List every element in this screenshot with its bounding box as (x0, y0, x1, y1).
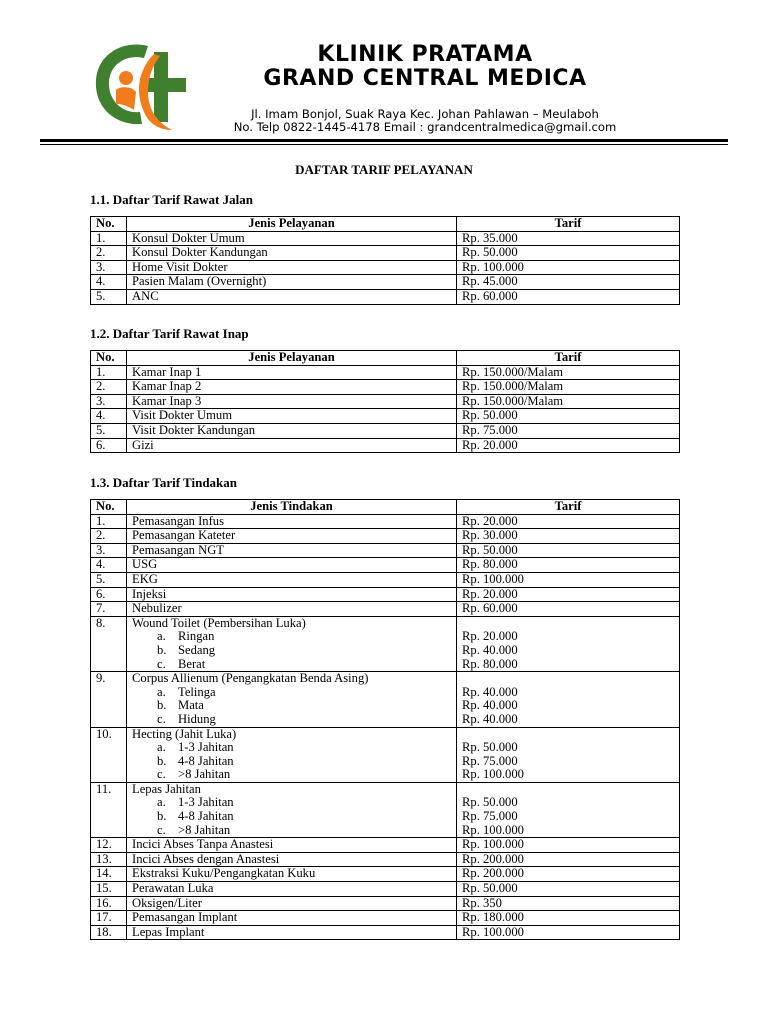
table-row (91, 587, 680, 602)
row-price: Rp. 60.000 (462, 288, 518, 303)
row-price-cell (457, 911, 680, 926)
row-price: Rp. 150.000/Malam (462, 364, 564, 379)
row-number: 4. (91, 275, 127, 290)
table-row (91, 896, 680, 911)
row-service-cell (127, 925, 457, 940)
row-service-name: Lepas Implant (132, 924, 205, 939)
sub-item-letter: a. (157, 684, 166, 699)
row-service-cell (127, 543, 457, 558)
row-price-cell (457, 514, 680, 529)
sub-item (132, 713, 456, 727)
row-price-cell (457, 587, 680, 602)
row-number: 17. (91, 911, 127, 926)
row-price-cell (457, 231, 680, 246)
row-service-cell (127, 672, 457, 727)
row-price: Rp. 50.000 (462, 542, 518, 557)
row-price: Rp. 100.000 (462, 259, 524, 274)
header-tarif: Tarif (457, 217, 680, 232)
row-service-cell (127, 409, 457, 424)
row-price: Rp. 30.000 (462, 528, 518, 543)
sub-item-name: 4-8 Jahitan (178, 753, 234, 768)
row-service-cell (127, 246, 457, 261)
table-row (91, 394, 680, 409)
row-service-name: Visit Dokter Umum (132, 408, 232, 423)
row-service-name: Konsul Dokter Kandungan (132, 245, 268, 260)
sub-item-price: Rp. 20.000 (462, 629, 518, 644)
header-tarif: Tarif (457, 500, 680, 515)
row-service-name: Pemasangan Infus (132, 513, 224, 528)
row-service-cell (127, 231, 457, 246)
row-service-cell (127, 289, 457, 304)
row-number: 18. (91, 925, 127, 940)
row-number: 2. (91, 529, 127, 544)
row-price: Rp. 60.000 (462, 601, 518, 616)
table-row (91, 838, 680, 853)
row-price-cell (457, 394, 680, 409)
row-price: Rp. 45.000 (462, 274, 518, 289)
row-service-name: Wound Toilet (Pembersihan Luka) (132, 615, 306, 630)
sub-item-price: Rp. 75.000 (462, 753, 518, 768)
row-service-name: Corpus Allienum (Pengangkatan Benda Asing) (132, 671, 369, 686)
row-service-name: Perawatan Luka (132, 881, 214, 896)
row-price-cell (457, 409, 680, 424)
sub-item (132, 796, 456, 810)
row-price-cell (457, 558, 680, 573)
row-service-name: Nebulizer (132, 601, 182, 616)
sub-item (132, 755, 456, 769)
sub-item (132, 768, 456, 782)
row-service-name: Kamar Inap 3 (132, 393, 202, 408)
row-price-cell (457, 727, 680, 782)
row-price-cell (457, 616, 680, 671)
sub-item-price: Rp. 50.000 (462, 795, 518, 810)
row-price-cell (457, 882, 680, 897)
sub-item-price: Rp. 100.000 (462, 822, 524, 837)
row-number: 2. (91, 246, 127, 261)
row-price: Rp. 150.000/Malam (462, 393, 564, 408)
row-service-cell (127, 882, 457, 897)
table-row (91, 529, 680, 544)
sub-item (132, 644, 456, 658)
sub-item-letter: b. (157, 753, 167, 768)
sub-item-letter: c. (157, 711, 166, 726)
section-title-tindakan: 1.3. Daftar Tarif Tindakan (90, 475, 238, 490)
row-price: Rp. 180.000 (462, 910, 524, 925)
sub-item-name: >8 Jahitan (178, 767, 231, 782)
row-service-name: USG (132, 557, 158, 572)
header-jenis: Jenis Pelayanan (127, 351, 457, 366)
row-price: Rp. 50.000 (462, 881, 518, 896)
row-service-name: Kamar Inap 2 (132, 379, 202, 394)
sub-item-name: 1-3 Jahitan (178, 795, 234, 810)
row-price-cell (457, 529, 680, 544)
row-number: 13. (91, 852, 127, 867)
row-service-name: ANC (132, 288, 159, 303)
row-service-name: Pemasangan Implant (132, 910, 238, 925)
row-service-cell (127, 852, 457, 867)
sub-item-name: Telinga (178, 684, 216, 699)
row-service-name: Kamar Inap 1 (132, 364, 202, 379)
table-row (91, 231, 680, 246)
row-price-spacer (462, 672, 679, 686)
row-price: Rp. 35.000 (462, 230, 518, 245)
section-title-rawat-jalan: 1.1. Daftar Tarif Rawat Jalan (90, 192, 253, 207)
table-row (91, 260, 680, 275)
row-price: Rp. 100.000 (462, 924, 524, 939)
table-row (91, 602, 680, 617)
row-price: Rp. 200.000 (462, 866, 524, 881)
sub-item-name: Mata (178, 698, 204, 713)
row-price-cell (457, 380, 680, 395)
sub-item (132, 630, 456, 644)
row-service-cell (127, 911, 457, 926)
row-service-cell (127, 896, 457, 911)
table-row (91, 438, 680, 453)
sub-item (132, 699, 456, 713)
table-row (91, 543, 680, 558)
row-service-cell (127, 260, 457, 275)
table-row (91, 365, 680, 380)
row-number: 9. (91, 672, 127, 727)
sub-item-name: >8 Jahitan (178, 822, 231, 837)
row-number: 4. (91, 409, 127, 424)
sub-item (132, 824, 456, 838)
sub-item-name: Ringan (178, 629, 215, 644)
row-price-cell (457, 867, 680, 882)
row-number: 6. (91, 587, 127, 602)
header-no: No. (91, 351, 127, 366)
table-row (91, 672, 680, 727)
row-price-spacer (462, 617, 679, 631)
sub-item-price: Rp. 40.000 (462, 711, 518, 726)
row-service-name: Oksigen/Liter (132, 895, 202, 910)
sub-item-price: Rp. 40.000 (462, 684, 518, 699)
sub-item-letter: a. (157, 629, 166, 644)
table-row (91, 246, 680, 261)
row-number: 8. (91, 616, 127, 671)
table-row (91, 616, 680, 671)
row-number: 1. (91, 514, 127, 529)
row-service-cell (127, 529, 457, 544)
table-row (91, 289, 680, 304)
table-row (91, 423, 680, 438)
row-price: Rp. 75.000 (462, 422, 518, 437)
sub-item (132, 741, 456, 755)
header-jenis: Jenis Pelayanan (127, 217, 457, 232)
row-service-cell (127, 838, 457, 853)
row-price-cell (457, 438, 680, 453)
row-price-cell (457, 275, 680, 290)
row-price: Rp. 20.000 (462, 586, 518, 601)
row-number: 5. (91, 423, 127, 438)
table-row (91, 925, 680, 940)
header-no: No. (91, 500, 127, 515)
row-price-cell (457, 572, 680, 587)
row-service-cell (127, 394, 457, 409)
sub-item-letter: b. (157, 642, 167, 657)
clinic-name-line1: KLINIK PRATAMA (317, 42, 533, 67)
clinic-address: Jl. Imam Bonjol, Suak Raya Kec. Johan Pahlawan – Meulaboh (251, 107, 599, 121)
row-service-cell (127, 616, 457, 671)
row-service-name: Pasien Malam (Overnight) (132, 274, 267, 289)
row-price: Rp. 350 (462, 895, 502, 910)
row-price-cell (457, 260, 680, 275)
table-row (91, 727, 680, 782)
row-price-spacer (462, 728, 679, 742)
header-rule-thin (40, 144, 728, 145)
row-price: Rp. 50.000 (462, 408, 518, 423)
row-service-name: Ekstraksi Kuku/Pengangkatan Kuku (132, 866, 316, 881)
table-header-row (91, 500, 680, 515)
sub-item-price: Rp. 75.000 (462, 809, 518, 824)
row-service-name: Konsul Dokter Umum (132, 230, 245, 245)
row-service-name: Visit Dokter Kandungan (132, 422, 256, 437)
row-price: Rp. 20.000 (462, 513, 518, 528)
row-number: 5. (91, 289, 127, 304)
clinic-contact: No. Telp 0822-1445-4178 Email : grandcentralmedica@gmail.com (233, 120, 617, 134)
row-number: 5. (91, 572, 127, 587)
table-row (91, 572, 680, 587)
sub-item-letter: b. (157, 698, 167, 713)
table-row (91, 782, 680, 837)
row-number: 1. (91, 365, 127, 380)
row-service-name: Injeksi (132, 586, 167, 601)
row-price: Rp. 100.000 (462, 837, 524, 852)
row-service-cell (127, 438, 457, 453)
row-price: Rp. 200.000 (462, 851, 524, 866)
table-tindakan (90, 499, 680, 940)
header-rule-thick (40, 139, 728, 142)
row-service-cell (127, 275, 457, 290)
row-price-cell (457, 782, 680, 837)
table-rawat-jalan (90, 216, 680, 305)
row-number: 3. (91, 260, 127, 275)
table-row (91, 911, 680, 926)
row-price-spacer (462, 783, 679, 797)
row-number: 15. (91, 882, 127, 897)
table-header-row (91, 351, 680, 366)
row-service-name: Incici Abses Tanpa Anastesi (132, 837, 274, 852)
row-service-name: Lepas Jahitan (132, 781, 201, 796)
row-service-cell (127, 727, 457, 782)
row-service-name: Pemasangan Kateter (132, 528, 236, 543)
table-rawat-inap (90, 350, 680, 453)
row-price: Rp. 50.000 (462, 245, 518, 260)
row-number: 2. (91, 380, 127, 395)
row-price: Rp. 100.000 (462, 571, 524, 586)
row-service-cell (127, 587, 457, 602)
sub-item-name: Sedang (178, 642, 216, 657)
row-number: 3. (91, 543, 127, 558)
sub-item-name: Hidung (178, 711, 216, 726)
row-number: 16. (91, 896, 127, 911)
row-number: 10. (91, 727, 127, 782)
row-service-cell (127, 365, 457, 380)
row-price-cell (457, 543, 680, 558)
sub-item-name: 4-8 Jahitan (178, 809, 234, 824)
row-price-cell (457, 925, 680, 940)
row-number: 14. (91, 867, 127, 882)
sub-item-price: Rp. 50.000 (462, 740, 518, 755)
sub-item-price: Rp. 40.000 (462, 642, 518, 657)
sub-item (132, 686, 456, 700)
row-number: 6. (91, 438, 127, 453)
table-row (91, 558, 680, 573)
row-service-cell (127, 514, 457, 529)
row-service-cell (127, 380, 457, 395)
row-service-name: Home Visit Dokter (132, 259, 228, 274)
table-row (91, 275, 680, 290)
sub-item-name: 1-3 Jahitan (178, 740, 234, 755)
row-price-cell (457, 852, 680, 867)
row-service-name: Gizi (132, 437, 154, 452)
row-service-cell (127, 558, 457, 573)
row-service-cell (127, 602, 457, 617)
row-service-cell (127, 423, 457, 438)
row-number: 4. (91, 558, 127, 573)
letterhead (0, 0, 768, 150)
sub-item-price: Rp. 80.000 (462, 656, 518, 671)
row-price-cell (457, 246, 680, 261)
table-row (91, 852, 680, 867)
section-title-rawat-inap: 1.2. Daftar Tarif Rawat Inap (90, 326, 249, 341)
clinic-name-line2: GRAND CENTRAL MEDICA (263, 66, 587, 91)
header-jenis: Jenis Tindakan (127, 500, 457, 515)
row-price-cell (457, 672, 680, 727)
row-number: 11. (91, 782, 127, 837)
row-price: Rp. 20.000 (462, 437, 518, 452)
table-row (91, 867, 680, 882)
sub-item (132, 658, 456, 672)
row-service-name: Incici Abses dengan Anastesi (132, 851, 280, 866)
sub-item (132, 810, 456, 824)
row-price-cell (457, 602, 680, 617)
header-tarif: Tarif (457, 351, 680, 366)
sub-item-letter: c. (157, 656, 166, 671)
row-service-name: Hecting (Jahit Luka) (132, 726, 237, 741)
clinic-logo-icon (90, 38, 190, 134)
row-number: 1. (91, 231, 127, 246)
sub-item-price: Rp. 40.000 (462, 698, 518, 713)
row-service-name: EKG (132, 571, 158, 586)
row-number: 12. (91, 838, 127, 853)
row-service-name: Pemasangan NGT (132, 542, 224, 557)
row-price-cell (457, 838, 680, 853)
table-row (91, 514, 680, 529)
sub-item-letter: a. (157, 740, 166, 755)
header-no: No. (91, 217, 127, 232)
table-row (91, 380, 680, 395)
table-row (91, 409, 680, 424)
table-header-row (91, 217, 680, 232)
sub-item-letter: b. (157, 809, 167, 824)
row-service-cell (127, 867, 457, 882)
row-price-cell (457, 289, 680, 304)
row-price-cell (457, 423, 680, 438)
sub-item-letter: a. (157, 795, 166, 810)
sub-item-letter: c. (157, 767, 166, 782)
row-price: Rp. 150.000/Malam (462, 379, 564, 394)
row-price: Rp. 80.000 (462, 557, 518, 572)
row-price-cell (457, 896, 680, 911)
row-number: 3. (91, 394, 127, 409)
sub-item-letter: c. (157, 822, 166, 837)
table-row (91, 882, 680, 897)
sub-item-price: Rp. 100.000 (462, 767, 524, 782)
document-title: DAFTAR TARIF PELAYANAN (295, 162, 473, 177)
sub-item-name: Berat (178, 656, 206, 671)
row-service-cell (127, 782, 457, 837)
row-number: 7. (91, 602, 127, 617)
row-price-cell (457, 365, 680, 380)
row-service-cell (127, 572, 457, 587)
